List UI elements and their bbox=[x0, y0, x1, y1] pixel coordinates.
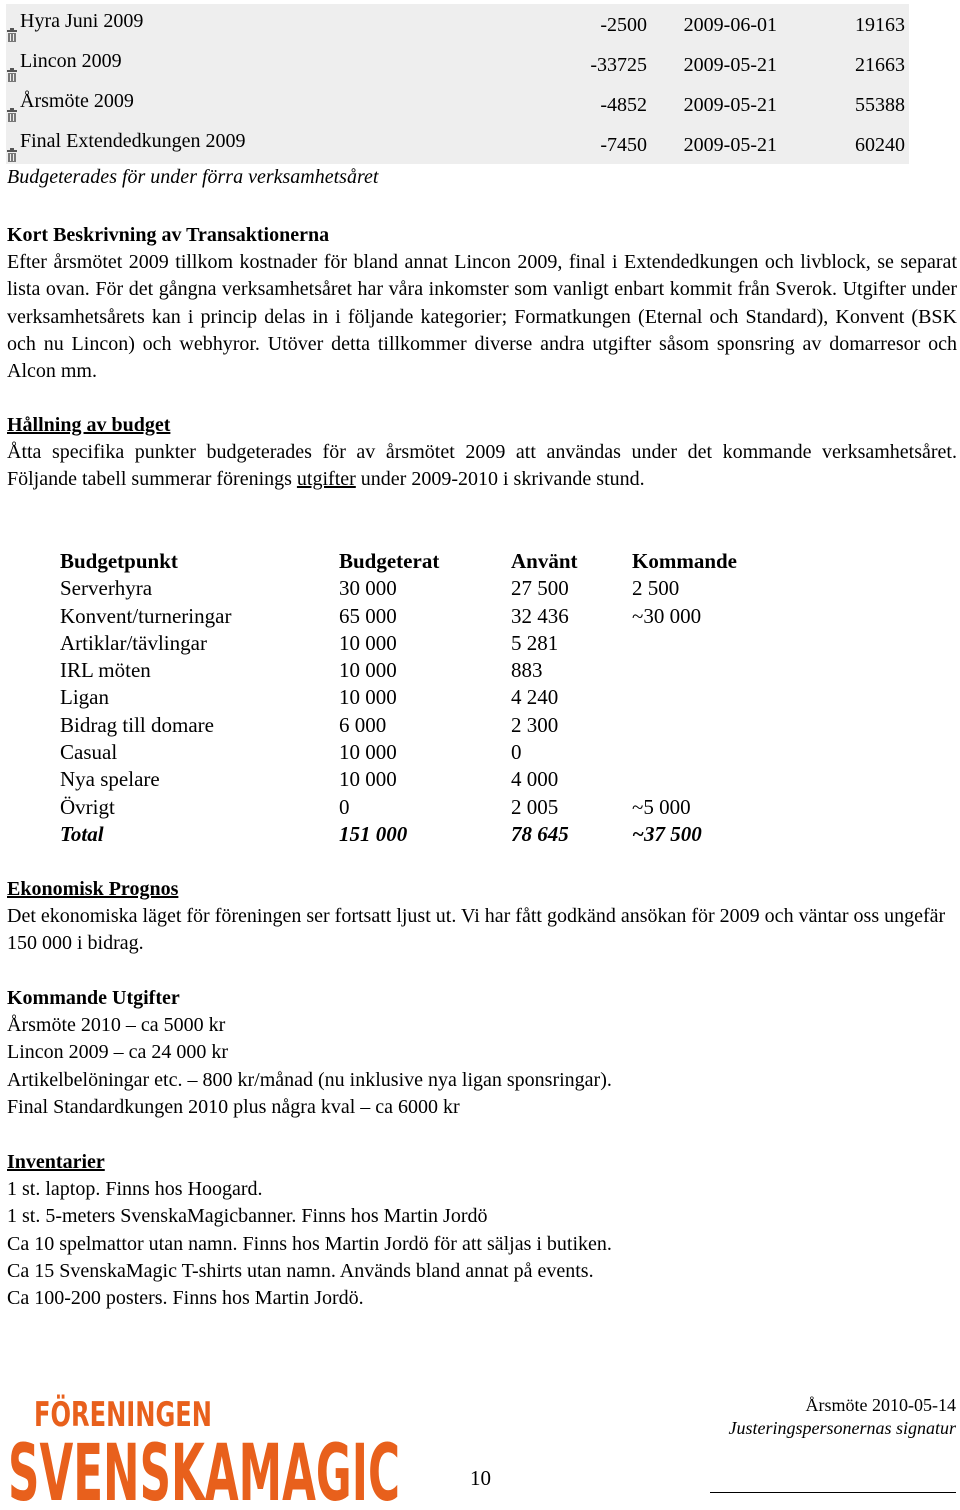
section-economic-forecast bbox=[7, 876, 957, 958]
budget-cell: 2 300 bbox=[511, 712, 559, 737]
budget-row bbox=[60, 575, 812, 602]
budget-row bbox=[60, 630, 812, 657]
budget-cell: 10 000 bbox=[339, 630, 397, 655]
transactions-caption: Budgeterades för under förra verksamhetsåret bbox=[7, 166, 379, 188]
transaction-id: 21663 bbox=[855, 54, 905, 76]
transaction-date: 2009-05-21 bbox=[683, 54, 777, 76]
budget-row bbox=[60, 684, 812, 711]
budget-cell: 10 000 bbox=[339, 740, 397, 765]
section-body: Det ekonomiska läget för föreningen ser fortsatt ljust ut. Vi har fått godkänd ansökan för 2009 och väntar oss ungefär 150 000 i bidrag. bbox=[7, 905, 946, 955]
budget-cell: ~30 000 bbox=[632, 603, 702, 628]
budget-cell: 0 bbox=[511, 740, 522, 765]
budget-cell: Använt bbox=[511, 549, 578, 573]
trash-icon[interactable] bbox=[6, 148, 18, 162]
section-heading: Kort Beskrivning av Transaktionerna bbox=[7, 224, 330, 246]
budget-cell: 10 000 bbox=[339, 658, 397, 683]
budget-row bbox=[60, 766, 812, 793]
transaction-date: 2009-05-21 bbox=[683, 94, 777, 116]
section-heading: Hållning av budget bbox=[7, 414, 171, 436]
budget-cell: 4 000 bbox=[511, 767, 559, 792]
section-body: Efter årsmötet 2009 tillkom kostnader för bland annat Lincon 2009, final i Extendedkungen och livblock, se separat lista ovan. För det gångna verksamhetsåret har våra inkomster som vanligt enbart kommit från Sverok. Utgifter under verksamhetsårets kan i princip delas in i följande kategorier; Formatkungen (Eternal och Standard), Konvent (BSK och nu Lincon) och webhyror. Utöver detta tillkommer diverse andra utgifter såsom sponsring av domarresor och Alcon mm. bbox=[7, 251, 957, 383]
list-item: Årsmöte 2010 – ca 5000 kr bbox=[7, 1014, 226, 1037]
transaction-description: Årsmöte 2009 bbox=[20, 90, 134, 112]
section-heading: Ekonomisk Prognos bbox=[7, 878, 179, 900]
budget-row bbox=[60, 603, 812, 630]
budget-cell: 883 bbox=[511, 658, 543, 683]
budget-cell bbox=[632, 684, 812, 711]
budget-cell: 2 005 bbox=[511, 794, 559, 819]
list-item: Artikelbelöningar etc. – 800 kr/månad (nu inklusive nya ligan sponsringar). bbox=[7, 1068, 612, 1091]
budget-cell: 27 500 bbox=[511, 576, 569, 601]
list-item: Ca 10 spelmattor utan namn. Finns hos Martin Jordö för att säljas i butiken. bbox=[7, 1232, 612, 1255]
transaction-date: 2009-05-21 bbox=[683, 134, 777, 156]
transaction-description: Final Extendedkungen 2009 bbox=[20, 130, 246, 152]
budget-total-row bbox=[60, 821, 812, 848]
budget-cell: Konvent/turneringar bbox=[60, 603, 232, 628]
transaction-id: 60240 bbox=[855, 134, 905, 156]
list-item: Lincon 2009 – ca 24 000 kr bbox=[7, 1041, 229, 1064]
list-item: Ca 100-200 posters. Finns hos Martin Jordö. bbox=[7, 1287, 364, 1310]
trash-icon[interactable] bbox=[6, 68, 18, 82]
budget-cell bbox=[632, 766, 812, 793]
budget-cell: ~37 500 bbox=[632, 821, 702, 846]
transaction-row bbox=[6, 44, 909, 84]
transaction-date: 2009-06-01 bbox=[683, 14, 777, 36]
page-number: 10 bbox=[470, 1466, 491, 1490]
budget-cell: 0 bbox=[339, 794, 350, 819]
list-item: 1 st. laptop. Finns hos Hoogard. bbox=[7, 1178, 263, 1201]
budget-cell: Artiklar/tävlingar bbox=[60, 630, 207, 655]
budget-cell: Övrigt bbox=[60, 794, 115, 819]
list-item: 1 st. 5-meters SvenskaMagicbanner. Finns hos Martin Jordö bbox=[7, 1205, 488, 1228]
budget-row bbox=[60, 794, 812, 821]
budget-cell: 5 281 bbox=[511, 630, 559, 655]
meeting-date: Årsmöte 2010-05-14 bbox=[805, 1395, 956, 1415]
budget-cell: Total bbox=[60, 821, 104, 846]
budget-cell: 78 645 bbox=[511, 821, 569, 846]
transactions-table bbox=[6, 4, 909, 164]
svenskamagic-logo bbox=[6, 1392, 402, 1504]
body-text: under 2009-2010 i skrivande stund. bbox=[355, 468, 645, 491]
budget-cell: 6 000 bbox=[339, 712, 387, 737]
list-item: Final Standardkungen 2010 plus några kval – ca 6000 kr bbox=[7, 1095, 460, 1118]
body-text: Åtta specifika punkter budgeterades för av årsmötet 2009 att användas under det kommande verksamhetsåret. Följande tabell summerar förenings bbox=[7, 441, 957, 491]
budget-cell bbox=[632, 712, 812, 739]
body-underlined: utgifter bbox=[296, 468, 356, 491]
budget-cell bbox=[632, 630, 812, 657]
footer-meeting-info bbox=[728, 1394, 956, 1440]
section-heading: Inventarier bbox=[7, 1151, 105, 1173]
transaction-row bbox=[6, 124, 909, 164]
budget-row bbox=[60, 712, 812, 739]
transaction-description: Lincon 2009 bbox=[20, 50, 122, 72]
transaction-amount: -33725 bbox=[590, 54, 647, 76]
transaction-row bbox=[6, 4, 909, 44]
section-body bbox=[7, 439, 957, 493]
budget-cell: 30 000 bbox=[339, 576, 397, 601]
transaction-amount: -7450 bbox=[600, 134, 647, 156]
budget-header-row bbox=[60, 548, 812, 575]
budget-row bbox=[60, 657, 812, 684]
transaction-amount: -4852 bbox=[600, 94, 647, 116]
budget-cell: IRL möten bbox=[60, 658, 151, 683]
logo-text-top: FÖRENINGEN bbox=[34, 1395, 285, 1435]
budget-cell: 10 000 bbox=[339, 767, 397, 792]
budget-cell bbox=[632, 657, 812, 684]
signature-label: Justeringspersonernas signatur bbox=[728, 1418, 956, 1438]
budget-cell: 4 240 bbox=[511, 685, 559, 710]
budget-cell: ~5 000 bbox=[632, 794, 691, 819]
budget-cell: 10 000 bbox=[339, 685, 397, 710]
budget-cell: 65 000 bbox=[339, 603, 397, 628]
budget-cell: Casual bbox=[60, 740, 118, 765]
signature-line bbox=[710, 1492, 956, 1493]
budget-cell: Serverhyra bbox=[60, 576, 153, 601]
list-item: Ca 15 SvenskaMagic T-shirts utan namn. Används bland annat på events. bbox=[7, 1259, 594, 1282]
transaction-amount: -2500 bbox=[600, 14, 647, 36]
trash-icon[interactable] bbox=[6, 108, 18, 122]
budget-cell: Budgeterat bbox=[339, 549, 440, 573]
budget-cell: Nya spelare bbox=[60, 767, 160, 792]
budget-cell: 32 436 bbox=[511, 603, 569, 628]
budget-cell: Kommande bbox=[632, 549, 737, 573]
trash-icon[interactable] bbox=[6, 28, 18, 42]
budget-cell: Ligan bbox=[60, 685, 109, 710]
transaction-row bbox=[6, 84, 909, 124]
budget-cell: 151 000 bbox=[339, 821, 408, 846]
section-budget-keeping bbox=[7, 412, 957, 494]
section-inventory bbox=[7, 1149, 957, 1312]
budget-row bbox=[60, 739, 812, 766]
budget-cell bbox=[632, 739, 812, 766]
budget-cell: Budgetpunkt bbox=[60, 549, 178, 573]
section-transaction-description bbox=[7, 222, 957, 385]
transaction-id: 55388 bbox=[855, 94, 905, 116]
transaction-id: 19163 bbox=[855, 14, 905, 36]
section-upcoming-expenses bbox=[7, 985, 957, 1121]
budget-cell: 2 500 bbox=[632, 576, 680, 601]
logo-text-main: SVENSKAMAGIC bbox=[8, 1429, 400, 1504]
budget-cell: Bidrag till domare bbox=[60, 712, 214, 737]
budget-table bbox=[60, 548, 812, 848]
section-heading: Kommande Utgifter bbox=[7, 987, 180, 1009]
transaction-description: Hyra Juni 2009 bbox=[20, 10, 144, 32]
